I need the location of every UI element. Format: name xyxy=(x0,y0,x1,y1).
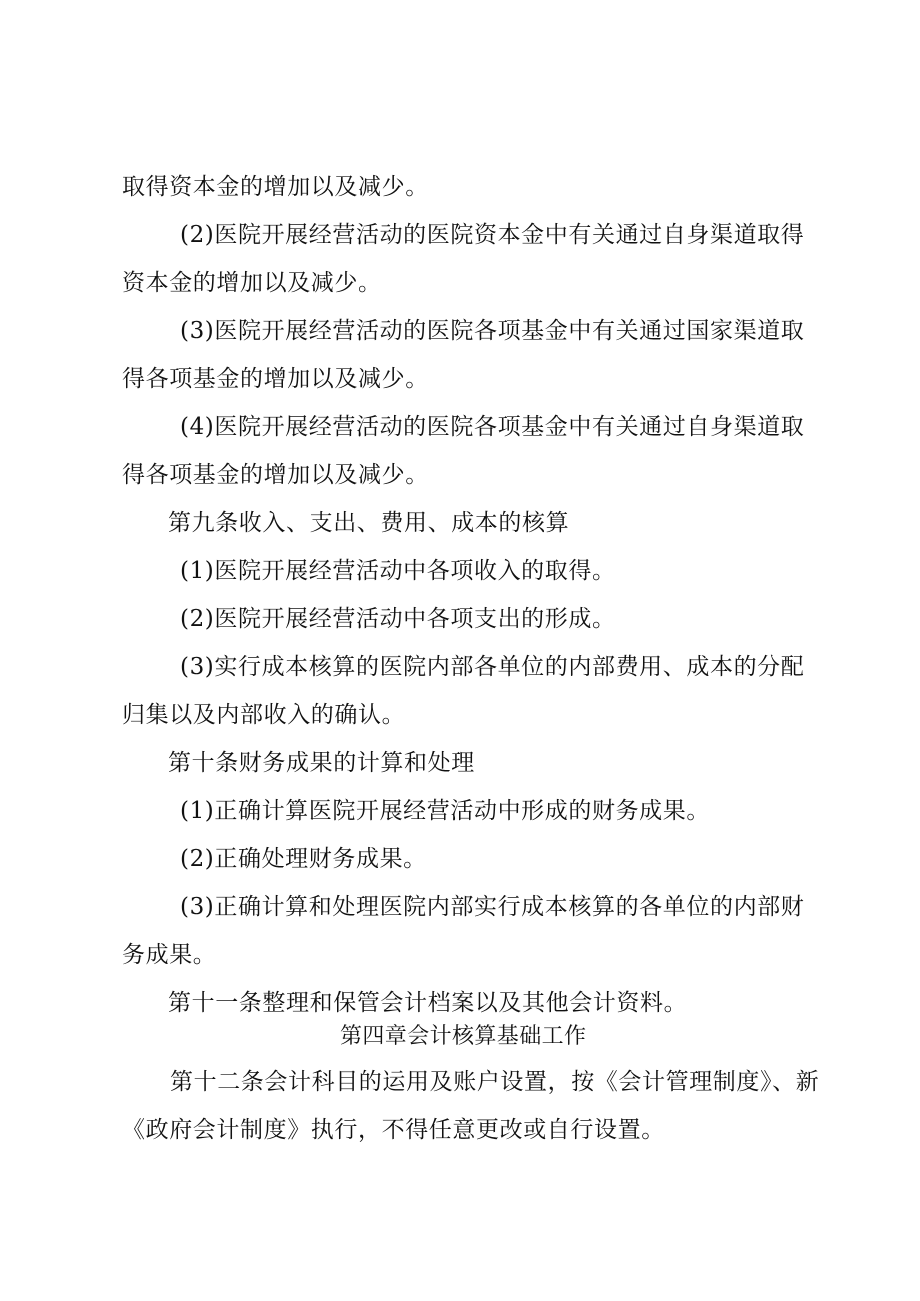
text-line: 《政府会计制度》执行，不得任意更改或自行设置。 xyxy=(122,1117,665,1143)
text-line: 得各项基金的增加以及减少。 xyxy=(122,462,429,488)
paragraph-item-1: (1)正确计算医院开展经营活动中形成的财务成果。 xyxy=(180,798,710,824)
text-line: 归集以及内部收入的确认。 xyxy=(122,702,406,728)
text-line: 取得资本金的增加以及减少。 xyxy=(122,174,429,200)
paragraph-item-2: (2)医院开展经营活动中各项支出的形成。 xyxy=(180,606,616,632)
paragraph-item-3: (3)正确计算和处理医院内部实行成本核算的各单位的内部财 xyxy=(180,894,805,920)
article-10-heading: 第十条财务成果的计算和处理 xyxy=(168,750,475,776)
paragraph-item-2: (2)正确处理财务成果。 xyxy=(180,846,427,872)
article-12-paragraph: 第十二条会计科目的运用及账户设置，按《会计管理制度》、新 xyxy=(170,1069,820,1095)
chapter-4-heading: 第四章会计核算基础工作 xyxy=(340,1024,587,1049)
article-9-heading: 第九条收入、支出、费用、成本的核算 xyxy=(168,510,570,536)
paragraph-item-3: (3)医院开展经营活动的医院各项基金中有关通过国家渠道取 xyxy=(180,318,805,344)
paragraph-item-2: (2)医院开展经营活动的医院资本金中有关通过自身渠道取得 xyxy=(180,222,805,248)
paragraph-item-3: (3)实行成本核算的医院内部各单位的内部费用、成本的分配 xyxy=(180,654,805,680)
article-11-paragraph: 第十一条整理和保管会计档案以及其他会计资料。 xyxy=(168,990,688,1016)
paragraph-item-4: (4)医院开展经营活动的医院各项基金中有关通过自身渠道取 xyxy=(180,414,805,440)
text-line: 得各项基金的增加以及减少。 xyxy=(122,366,429,392)
text-line: 资本金的增加以及减少。 xyxy=(122,270,382,296)
text-line: 务成果。 xyxy=(122,942,217,968)
paragraph-item-1: (1)医院开展经营活动中各项收入的取得。 xyxy=(180,558,616,584)
